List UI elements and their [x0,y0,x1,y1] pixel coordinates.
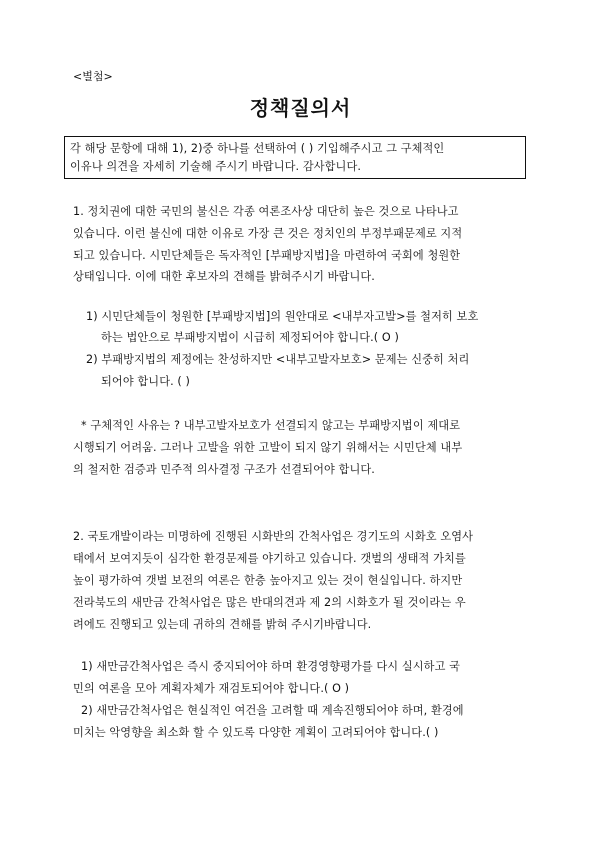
question1-body-line: 1. 정치권에 대한 국민의 불신은 각종 여론조사상 대단히 높은 것으로 나타나고 [73,205,459,218]
question1-body-line: 있습니다. 이런 불신에 대한 이유로 가장 큰 것은 정치인의 부정부패문제로 지적 [73,227,463,240]
question2-body-line: 전라북도의 새만금 간척사업은 많은 반대의견과 제 2의 시화호가 될 것이라는 우 [73,596,466,609]
question1-body-line: 되고 있습니다. 시민단체들은 독자적인 [부패방지법]을 마련하여 국회에 청원한 [73,249,461,262]
instruction-line: 각 해당 문항에 대해 1), 2)중 하나를 선택하여 ( ) 기입해주시고 그 구체적인 [70,142,445,155]
page-title: 정책질의서 [249,96,352,120]
question2-option-line: 민의 여론을 모아 계획자체가 재검토되어야 합니다.( O ) [73,682,350,695]
question1-option-line: 2) 부패방지법의 제정에는 찬성하지만 <내부고발자보호> 문제는 신중히 처리 [86,353,470,366]
question1-reason-line: 의 철저한 검증과 민주적 의사결정 구조가 선결되어야 합니다. [73,463,375,476]
question1-option-line: 1) 시민단체들이 청원한 [부패방지법]의 원안대로 <내부자고발>를 철저히 보호 [86,310,479,323]
question2-option-line: 미치는 악영향을 최소화 할 수 있도록 다양한 계획이 고려되어야 합니다.( ) [73,726,439,739]
question2-body-line: 태에서 보여지듯이 심각한 환경문제를 야기하고 있습니다. 갯벌의 생태적 가치를 [73,552,466,565]
question2-body-line: 2. 국토개발이라는 미명하에 진행된 시화반의 간척사업은 경기도의 시화호 오염사 [73,530,474,543]
question1-option-line: 되어야 합니다. ( ) [101,375,190,388]
question1-reason-line: * 구체적인 사유는 ? 내부고발자보호가 선결되지 않고는 부패방지법이 제대로 [81,419,461,432]
question2-body-line: 높이 평가하여 갯벌 보전의 여론은 한층 높아지고 있는 것이 현실입니다. 하지만 [73,574,463,587]
attachment-label: <별첨> [73,70,113,83]
question2-body-line: 려에도 진행되고 있는데 귀하의 견해를 밝혀 주시기바랍니다. [73,618,372,631]
question2-option-line: 1) 새만금간척사업은 즉시 중지되어야 하며 환경영향평가를 다시 실시하고 국 [81,660,461,673]
instruction-line: 이유나 의견을 자세히 기술해 주시기 바랍니다. 감사합니다. [70,160,362,173]
question1-body-line: 상태입니다. 이에 대한 후보자의 견해를 밝혀주시기 바랍니다. [73,270,375,283]
question1-option-line: 하는 법안으로 부패방지법이 시급히 제정되어야 합니다.( O ) [101,331,399,344]
question2-option-line: 2) 새만금간척사업은 현실적인 여건을 고려할 때 계속진행되어야 하며, 환경에 [81,704,464,717]
question1-reason-line: 시행되기 어려움. 그러나 고발을 위한 고발이 되지 않기 위해서는 시민단체 내부 [73,441,463,454]
